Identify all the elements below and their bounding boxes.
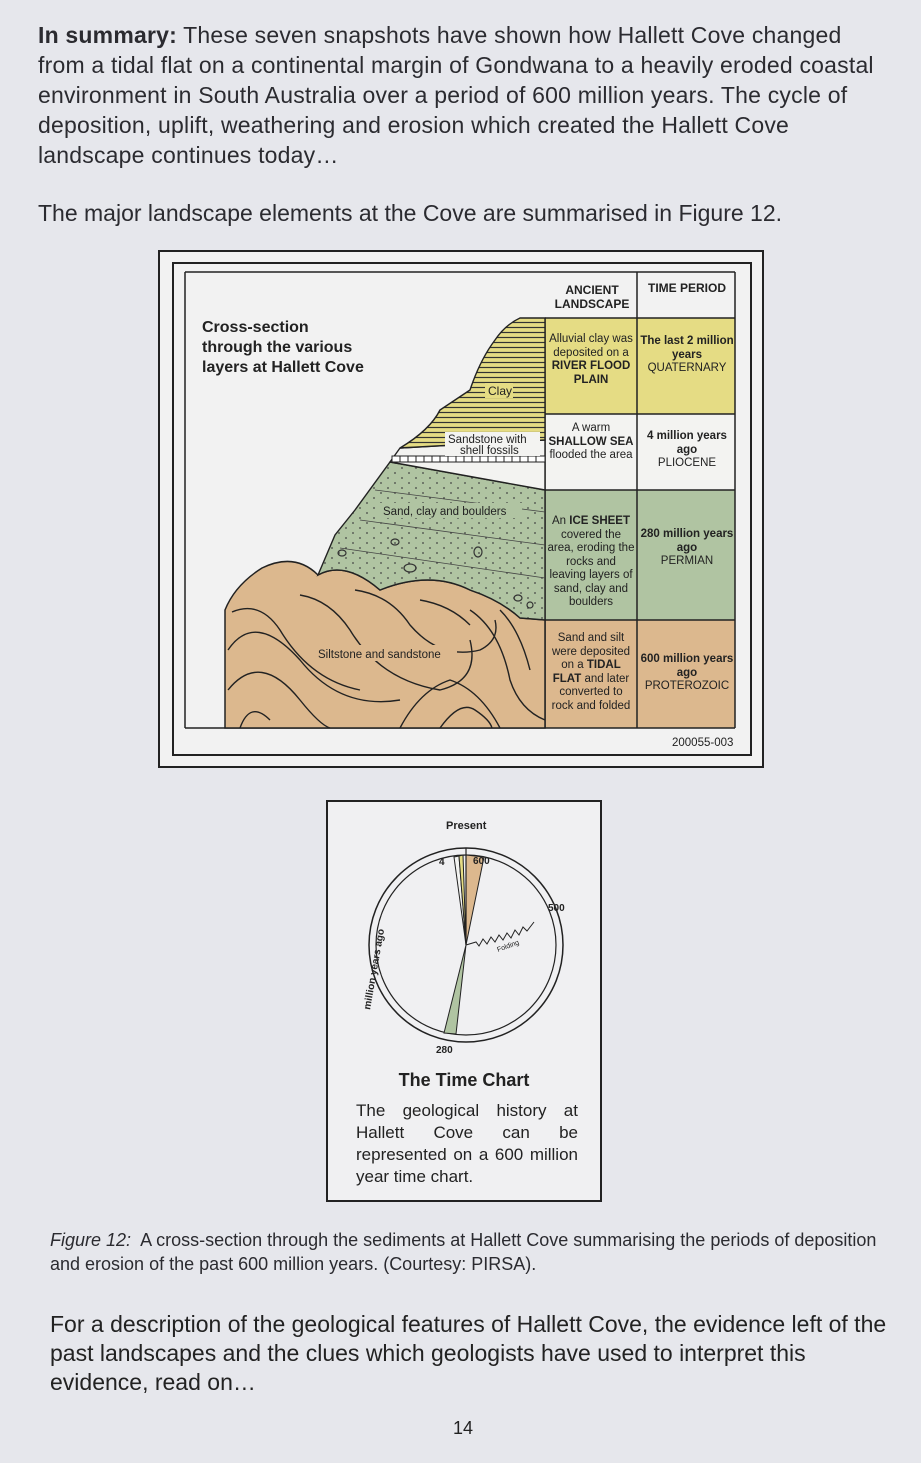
folding-label: Folding (496, 939, 521, 954)
row-proterozoic-landscape: Sand and silt were deposited on a TIDAL FLAT and later converted to rock and folded (551, 632, 631, 712)
summary-lead: In summary: (38, 22, 177, 48)
clay-layer (400, 318, 545, 448)
caption-label: Figure 12: (50, 1230, 132, 1250)
axis-label: million years ago (362, 928, 388, 1011)
present-label: Present (446, 820, 487, 832)
tick-280: 280 (436, 1045, 453, 1056)
figure-caption (50, 1228, 890, 1276)
figure-code: 200055-003 (672, 737, 734, 749)
tick-4: 4 (439, 857, 445, 868)
time-chart-description: The geological history at Hallett Cove can be represented on a 600 million year time chart. (356, 1101, 578, 1186)
label-sandstone-1: Sandstone with (448, 434, 527, 446)
header-period: TIME PERIOD (647, 281, 726, 295)
intro-line: The major landscape elements at the Cove are summarised in Figure 12. (38, 200, 783, 226)
time-chart-diagram (326, 800, 602, 1070)
row-proterozoic-period: 600 million years ago PROTEROZOIC (640, 653, 734, 692)
tick-500: 500 (548, 903, 565, 914)
row-permian-period: 280 million years ago PERMIAN (640, 528, 734, 567)
cross-section-title: Cross-section through the various layers at Hallett Cove (202, 319, 364, 376)
row-pliocene-landscape: A warm SHALLOW SEA flooded the area (548, 422, 634, 461)
row-quaternary-period: The last 2 million years QUATERNARY (640, 335, 734, 374)
label-sandstone-2: shell fossils (460, 445, 519, 457)
summary-text: These seven snapshots have shown how Hallett Cove changed from a tidal flat on a continental margin of Gondwana to a heavily eroded coastal environment in South Australia over a period of 600 million years. The cycle of deposition, uplift, weathering and erosion which created the Hallett Cove landscape continues today… (38, 22, 874, 168)
row-permian-landscape: An ICE SHEET covered the area, eroding the rocks and leaving layers of sand, clay and boulders (547, 515, 635, 608)
header-landscape: ANCIENT LANDSCAPE (554, 283, 630, 311)
time-chart-title: The Time Chart (398, 1070, 530, 1090)
label-sand-clay: Sand, clay and boulders (383, 506, 507, 518)
label-siltstone: Siltstone and sandstone (318, 649, 441, 661)
caption-text: A cross-section through the sediments at Hallett Cove summarising the periods of deposition and erosion of the past 600 million years. (Courtesy: PIRSA). (50, 1230, 877, 1274)
read-on-paragraph: For a description of the geological features of Hallett Cove, the evidence left of the past landscapes and the clues which geologists have used to interpret this evidence, read on… (50, 1311, 887, 1395)
row-quaternary-landscape: Alluvial clay was deposited on a RIVER FLOOD PLAIN (549, 333, 633, 386)
label-clay: Clay (488, 384, 513, 398)
page-number: 14 (453, 1418, 474, 1438)
row-pliocene-period: 4 million years ago PLIOCENE (647, 430, 727, 469)
tick-600: 600 (473, 856, 490, 867)
